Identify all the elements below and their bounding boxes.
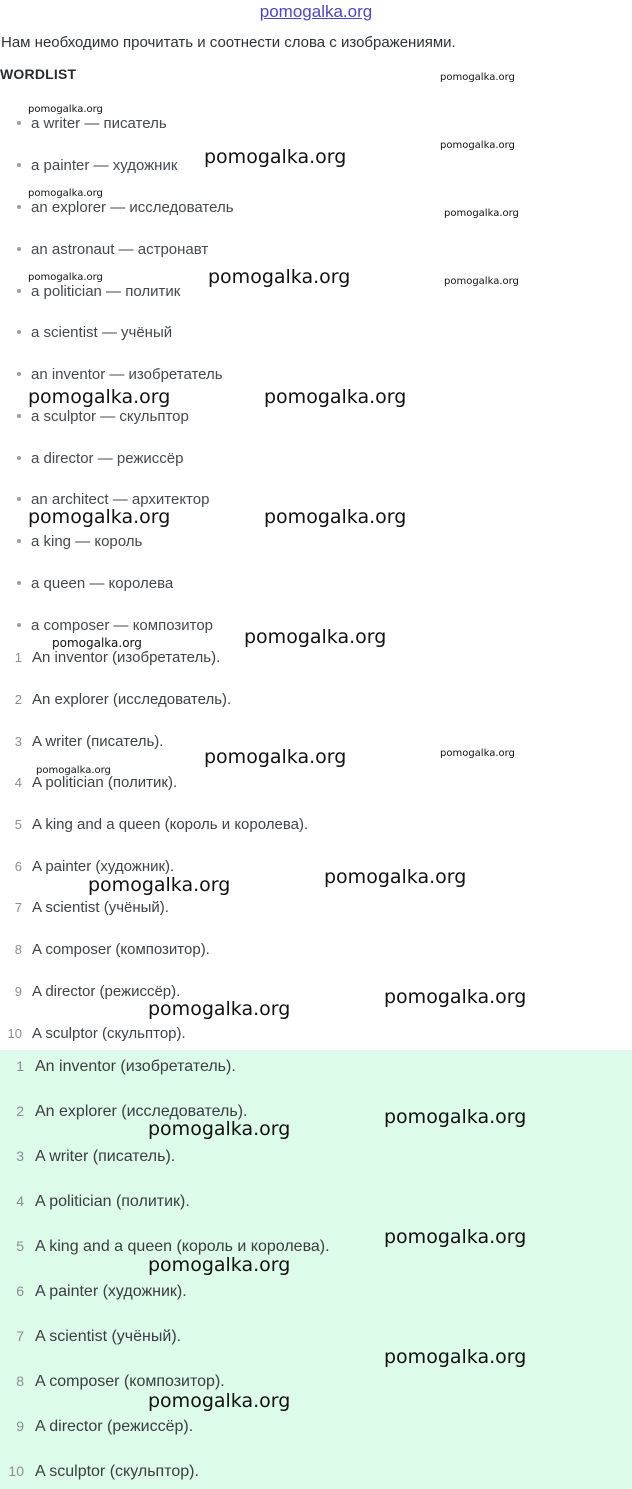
- list-item: a politician — политик: [17, 283, 180, 300]
- watermark: pomogalka.org: [264, 386, 407, 408]
- watermark: pomogalka.org: [384, 1226, 527, 1248]
- list-item: 7 A scientist (учёный).: [16, 1328, 182, 1345]
- list-item: 8 A composer (композитор).: [14, 941, 210, 958]
- list-item: 3 A writer (писатель).: [14, 733, 164, 750]
- bullet-icon: [17, 372, 21, 376]
- list-item: 5 A king and a queen (король и королева).: [16, 1238, 330, 1255]
- bullet-icon: [17, 456, 21, 460]
- watermark: pomogalka.org: [440, 72, 515, 83]
- watermark: pomogalka.org: [28, 104, 103, 115]
- watermark: pomogalka.org: [208, 266, 351, 288]
- highlighted-answers: [0, 1050, 632, 1489]
- bullet-icon: [17, 497, 21, 501]
- list-item: a composer — композитор: [17, 617, 213, 634]
- watermark: pomogalka.org: [28, 506, 171, 528]
- watermark: pomogalka.org: [384, 1346, 527, 1368]
- list-item: a king — король: [17, 533, 142, 550]
- watermark: pomogalka.org: [148, 1390, 291, 1412]
- bullet-icon: [17, 121, 21, 125]
- bullet-icon: [17, 289, 21, 293]
- list-item: a writer — писатель: [17, 115, 167, 132]
- watermark: pomogalka.org: [324, 866, 467, 888]
- intro-text: Нам необходимо прочитать и соотнести слова с изображениями.: [1, 34, 456, 51]
- list-item: an architect — архитектор: [17, 491, 209, 508]
- watermark: pomogalka.org: [204, 146, 347, 168]
- list-item: a director — режиссёр: [17, 450, 183, 467]
- watermark: pomogalka.org: [440, 140, 515, 151]
- bullet-icon: [17, 539, 21, 543]
- watermark: pomogalka.org: [52, 636, 142, 650]
- watermark: pomogalka.org: [264, 506, 407, 528]
- list-item: 6 A painter (художник).: [14, 858, 175, 875]
- watermark: pomogalka.org: [148, 1118, 291, 1140]
- list-item: 4 A politician (политик).: [14, 774, 178, 791]
- list-item: a scientist — учёный: [17, 324, 172, 341]
- list-item: 4 A politician (политик).: [16, 1193, 190, 1210]
- bullet-icon: [17, 414, 21, 418]
- watermark: pomogalka.org: [444, 208, 519, 219]
- list-item: 10 A sculptor (скульптор).: [8, 1463, 199, 1480]
- list-item: 10 A sculptor (скульптор).: [7, 1025, 186, 1042]
- list-item: a sculptor — скульптор: [17, 408, 189, 425]
- watermark: pomogalka.org: [148, 1254, 291, 1276]
- list-item: 1 An inventor (изобретатель).: [16, 1058, 236, 1075]
- list-item: a painter — художник: [17, 157, 177, 174]
- list-item: 8 A composer (композитор).: [16, 1373, 225, 1390]
- list-item: a queen — королева: [17, 575, 173, 592]
- list-item: 1 An inventor (изобретатель).: [14, 649, 221, 666]
- watermark: pomogalka.org: [28, 188, 103, 199]
- wordlist-heading: WORDLIST: [0, 66, 77, 82]
- bullet-icon: [17, 581, 21, 585]
- bullet-icon: [17, 247, 21, 251]
- watermark: pomogalka.org: [36, 765, 111, 776]
- bullet-icon: [17, 163, 21, 167]
- watermark: pomogalka.org: [244, 626, 387, 648]
- list-item: 7 A scientist (учёный).: [14, 899, 169, 916]
- site-title[interactable]: pomogalka.org: [259, 2, 373, 21]
- bullet-icon: [17, 205, 21, 209]
- watermark: pomogalka.org: [148, 998, 291, 1020]
- watermark: pomogalka.org: [28, 272, 103, 283]
- watermark: pomogalka.org: [444, 276, 519, 287]
- watermark: pomogalka.org: [384, 1106, 527, 1128]
- watermark: pomogalka.org: [88, 874, 231, 896]
- list-item: an explorer — исследователь: [17, 199, 234, 216]
- bullet-icon: [17, 623, 21, 627]
- watermark: pomogalka.org: [204, 746, 347, 768]
- watermark: pomogalka.org: [440, 748, 515, 759]
- list-item: 5 A king and a queen (король и королева).: [14, 816, 309, 833]
- list-item: 9 A director (режиссёр).: [14, 983, 181, 1000]
- list-item: an inventor — изобретатель: [17, 366, 223, 383]
- list-item: 9 A director (режиссёр).: [16, 1418, 194, 1435]
- watermark: pomogalka.org: [28, 386, 171, 408]
- watermark: pomogalka.org: [384, 986, 527, 1008]
- bullet-icon: [17, 330, 21, 334]
- list-item: an astronaut — астронавт: [17, 241, 208, 258]
- list-item: 2 An explorer (исследователь).: [14, 691, 232, 708]
- list-item: 3 A writer (писатель).: [16, 1148, 176, 1165]
- list-item: 2 An explorer (исследователь).: [16, 1103, 248, 1120]
- list-item: 6 A painter (художник).: [16, 1283, 187, 1300]
